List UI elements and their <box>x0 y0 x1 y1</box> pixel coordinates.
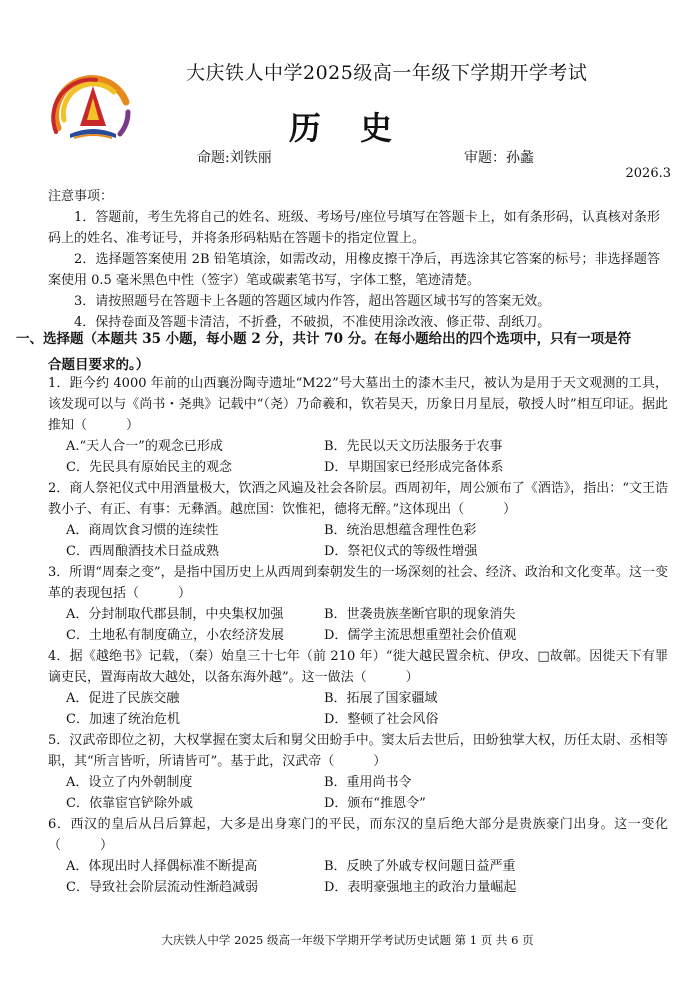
option-a: A．设立了内外朝制度 <box>66 775 193 790</box>
question-options <box>48 520 668 562</box>
option-c: C．先民具有原始民主的观念 <box>66 460 232 475</box>
page-footer: 大庆铁人中学 2025 级高一年级下学期开学考试历史试题 第 1 页 共 6 页 <box>161 933 534 947</box>
option-b: B．拓展了国家疆域 <box>324 691 438 706</box>
option-b: B．重用尚书令 <box>324 775 412 790</box>
question-3 <box>48 562 668 646</box>
option-c: C．土地私有制度确立，小农经济发展 <box>66 628 284 643</box>
notice-item: 1．答题前，考生先将自己的姓名、班级、考场号/座位号填写在答题卡上，如有条形码，认真核对条形码上的姓名、准考证号，并将条形码粘贴在答题卡的指定位置上。 <box>48 210 660 246</box>
option-d: D．表明豪强地主的政治力量崛起 <box>324 880 517 895</box>
setter-label: 命题:刘铁丽 <box>197 150 272 166</box>
section-heading-line2: 合题目要求的。） <box>48 357 150 373</box>
option-a: A．分封制取代郡县制，中央集权加强 <box>66 607 284 622</box>
question-stem: 2．商人祭祀仪式中用酒量极大，饮酒之风遍及社会各阶层。西周初年，周公颁布了《酒诰》，指出：“文王诰教小子、有正、有事：无彝酒。越庶国：饮惟祀，德将无醉。”这体现出（ ） <box>48 481 668 517</box>
question-5 <box>48 730 668 814</box>
question-2 <box>48 478 668 562</box>
notice-block <box>48 186 660 333</box>
question-4 <box>48 646 668 730</box>
option-a: A．促进了民族交融 <box>66 691 180 706</box>
section-heading <box>16 328 664 376</box>
exam-date: 2026.3 <box>625 166 671 181</box>
question-options <box>48 436 668 478</box>
question-options <box>48 856 668 898</box>
option-a: A．体现出时人择偶标准不断提高 <box>66 859 258 874</box>
section-heading-line1: 一、选择题（本题共 35 小题，每小题 2 分，共计 70 分。在每小题给出的四个选项中，只有一项是符 <box>16 331 632 347</box>
notice-heading: 注意事项： <box>48 189 114 204</box>
notice-item: 3．请按照题号在答题卡上各题的答题区域内作答，超出答题区域书写的答案无效。 <box>74 294 551 309</box>
option-d: D．颁布“推恩令” <box>324 796 426 811</box>
question-stem: 6．西汉的皇后从吕后算起，大多是出身寒门的平民，而东汉的皇后绝大部分是贵族豪门出身。这一变化（ ） <box>48 817 668 853</box>
option-c: C．西周酿酒技术日益成熟 <box>66 544 219 559</box>
option-c: C．依靠宦官铲除外戚 <box>66 796 193 811</box>
option-c: C．加速了统治危机 <box>66 712 180 727</box>
question-options <box>48 772 668 814</box>
notice-item: 4．保持卷面及答题卡清洁，不折叠，不破损，不准使用涂改液、修正带、刮纸刀。 <box>74 315 551 330</box>
option-a: A．商周饮食习惯的连续性 <box>66 523 219 538</box>
question-options <box>48 604 668 646</box>
question-6 <box>48 814 668 898</box>
option-b: B．反映了外戚专权问题日益严重 <box>324 859 516 874</box>
question-options <box>48 688 668 730</box>
option-d: D．早期国家已经形成完备体系 <box>324 460 504 475</box>
option-d: D．祭祀仪式的等级性增强 <box>324 544 478 559</box>
option-b: B．先民以天文历法服务于农事 <box>324 439 503 454</box>
option-b: B．统治思想蕴含理性色彩 <box>324 523 477 538</box>
option-d: D．儒学主流思想重塑社会价值观 <box>324 628 517 643</box>
exam-title: 大庆铁人中学2025级高一年级下学期开学考试 <box>186 62 588 84</box>
subject-title: 历 史 <box>288 109 407 147</box>
question-stem: 3．所谓“周秦之变”，是指中国历史上从西周到秦朝发生的一场深刻的社会、经济、政治和文化变革。这一变革的表现包括（ ） <box>48 565 668 601</box>
option-d: D．整顿了社会风俗 <box>324 712 439 727</box>
notice-item: 2．选择题答案使用 2B 铅笔填涂，如需改动，用橡皮擦干净后，再选涂其它答案的标号；非选择题答案使用 0.5 毫米黑色中性（签字）笔或碳素笔书写，字体工整，笔迹清楚。 <box>48 252 660 288</box>
option-a: A.“天人合一”的观念已形成 <box>66 439 223 454</box>
question-stem: 4．据《越绝书》记载，（秦）始皇三十七年（前 210 年）“徙大越民置余杭、伊攻、□故鄣。因徙天下有罪谪吏民，置海南故大越处，以备东海外越”。这一做法（ ） <box>48 649 668 685</box>
reviewer-label: 审题：孙蠡 <box>464 150 534 166</box>
question-stem: 5．汉武帝即位之初，大权掌握在窦太后和舅父田蚡手中。窦太后去世后，田蚡独掌大权，历任太尉、丞相等职，其“所言皆听，所请皆可”。基于此，汉武帝（ ） <box>48 733 668 769</box>
option-b: B．世袭贵族垄断官职的现象消失 <box>324 607 516 622</box>
question-1 <box>48 373 668 478</box>
question-stem: 1．距今约 4000 年前的山西襄汾陶寺遗址“M22”号大墓出土的漆木圭尺，被认为是用于天文观测的工具，该发现可以与《尚书・尧典》记载中“（尧）乃命羲和，钦若昊天，历象日月星辰，敬授人时”相互印证。据此推知（ ） <box>48 376 668 433</box>
option-c: C．导致社会阶层流动性渐趋减弱 <box>66 880 258 895</box>
question-list <box>48 373 668 898</box>
